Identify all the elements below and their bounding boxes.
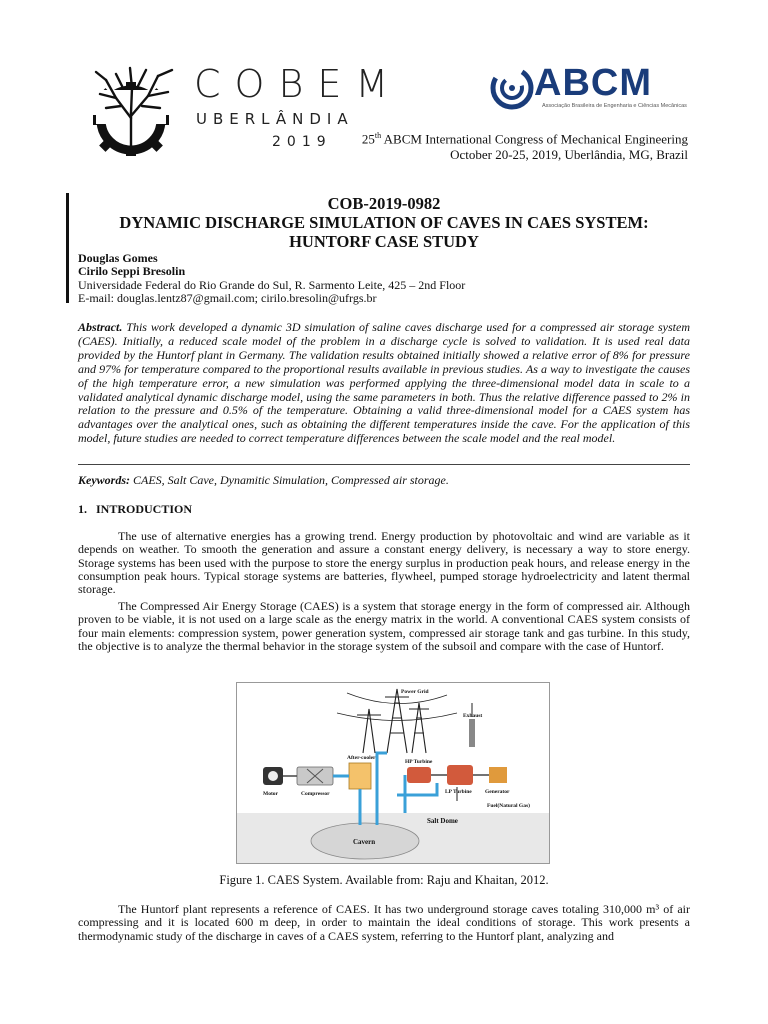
cobem-wordmark: COBEM [194,62,403,106]
email: E-mail: douglas.lentz87@gmail.com; cirilo.bresolin@ufrgs.br [78,291,377,305]
hp-turbine-unit [407,767,431,783]
label-lp-turbine: LP Turbine [445,789,472,795]
figure-1-caption: Figure 1. CAES System. Available from: Raju and Khaitan, 2012. [219,873,549,887]
caes-diagram [237,683,549,863]
closing-paragraph: The Huntorf plant represents a reference of CAES. It has two underground storage caves totaling 310,000 m³ of air compressing and it is located 600 m deep, in order to maintain the ideal conditions of storage. This work presents a thermodynamic study of the discharge in caves of a CAES system, referring to the Huntorf plant, analyzing and [78,902,690,943]
label-motor: Motor [263,791,278,797]
abstract-text: This work developed a dynamic 3D simulation of saline caves discharge used for a compressed air storage system (CAES). Initially, a reduced scale model of the problem in a discharge cycle is solved to validation. It is used real data provided by the Huntorf plant in Germany. The validation results obtained initially showed a relative error of 8% for pressure and 97% for temperature compared to the proportional results available in previous studies. As a way to investigate the causes of the high temperature error, a new simulation was performed applying the three-dimensional model data in scale to a validated analytical dynamic discharge model, using the same parameters in both. Thus the relative difference passed to 2% in relation to the pressure and 0.5% of the temperature. Obtaining a valid three-dimensional model for a CAES system has advantages over the analytical ones, such as obtaining the different temperatures inside the cave. For the application of this model, future studies are needed to correct temperature differences between the scale model and the real model. [78,320,690,446]
paper-title-line-1: DYNAMIC DISCHARGE SIMULATION OF CAVES IN CAES SYSTEM: [119,213,649,232]
congress-line-2: October 20-25, 2019, Uberlândia, MG, Brazil [450,147,688,163]
after-cooler-unit [349,763,371,789]
paper-title-line-2: HUNTORF CASE STUDY [289,232,479,251]
label-exhaust: Exhaust [463,713,483,719]
keywords [78,473,449,488]
label-power-grid: Power Grid [401,689,429,695]
uberlandia-wordmark: UBERLÂNDIA [196,110,354,128]
abcm-logo [490,62,690,114]
abcm-swirl-icon [490,66,534,110]
label-fuel: Fuel(Natural Gas) [487,803,530,809]
label-hp-turbine: HP Turbine [405,759,433,765]
affiliation: Universidade Federal do Rio Grande do Sul, R. Sarmento Leite, 425 – 2nd Floor [78,278,466,292]
author-1: Douglas Gomes [78,251,158,265]
lp-turbine-unit [447,765,473,785]
year-wordmark: 2019 [272,134,332,150]
abcm-subtitle: Associação Brasileira de Engenharia e Ciências Mecânicas [542,103,687,109]
figure-1 [236,682,550,864]
intro-paragraph-2: The Compressed Air Energy Storage (CAES) is a system that storage energy in the form of compressed air. Although proven to be viable, it is not used on a large scale as the energy matrix in the world. A conventional CAES system consists of four main elements: compression system, power generation system, compressed air storage tank and gas turbine. In this study, the objective is to analyze the thermal behavior in the storage system of the subsoil and compare with the case of Huntorf. [78,599,690,653]
label-generator: Generator [485,789,510,795]
gear-tree-icon [76,58,196,158]
author-2: Cirilo Seppi Bresolin [78,264,186,278]
abstract-divider [78,464,690,465]
title-margin-bar [66,193,69,303]
abcm-wordmark: ABCM [534,62,652,104]
label-after-cooler: After-cooler [347,755,376,761]
exhaust-stack [469,719,475,747]
power-grid-towers [337,689,457,753]
keywords-label: Keywords: [78,473,130,487]
keywords-text: CAES, Salt Cave, Dynamitic Simulation, Compressed air storage. [130,473,449,487]
abstract [78,321,690,446]
label-salt-dome: Salt Dome [427,817,458,825]
paper-id: COB-2019-0982 [327,194,441,213]
section-heading-introduction: 1. INTRODUCTION [78,502,193,516]
intro-paragraph-1: The use of alternative energies has a growing trend. Energy production by photovoltaic and wind are variable as it depends on weather. To smooth the generation and assure a constant energy delivery, is necessary a way to store energy. Storage systems has been used with the purpose to store the energy surplus in production peak hours, and release energy in the consumption peak hours. Typical storage systems are batteries, flywheel, pumped storage hydroelectricity and latent thermal storage. [78,529,690,597]
congress-info [268,128,688,163]
congress-line-1: 25th ABCM International Congress of Mechanical Engineering [361,131,688,147]
label-compressor: Compressor [301,791,330,797]
label-cavern: Cavern [353,838,376,846]
generator-unit [489,767,507,783]
abstract-label: Abstract. [78,320,123,334]
